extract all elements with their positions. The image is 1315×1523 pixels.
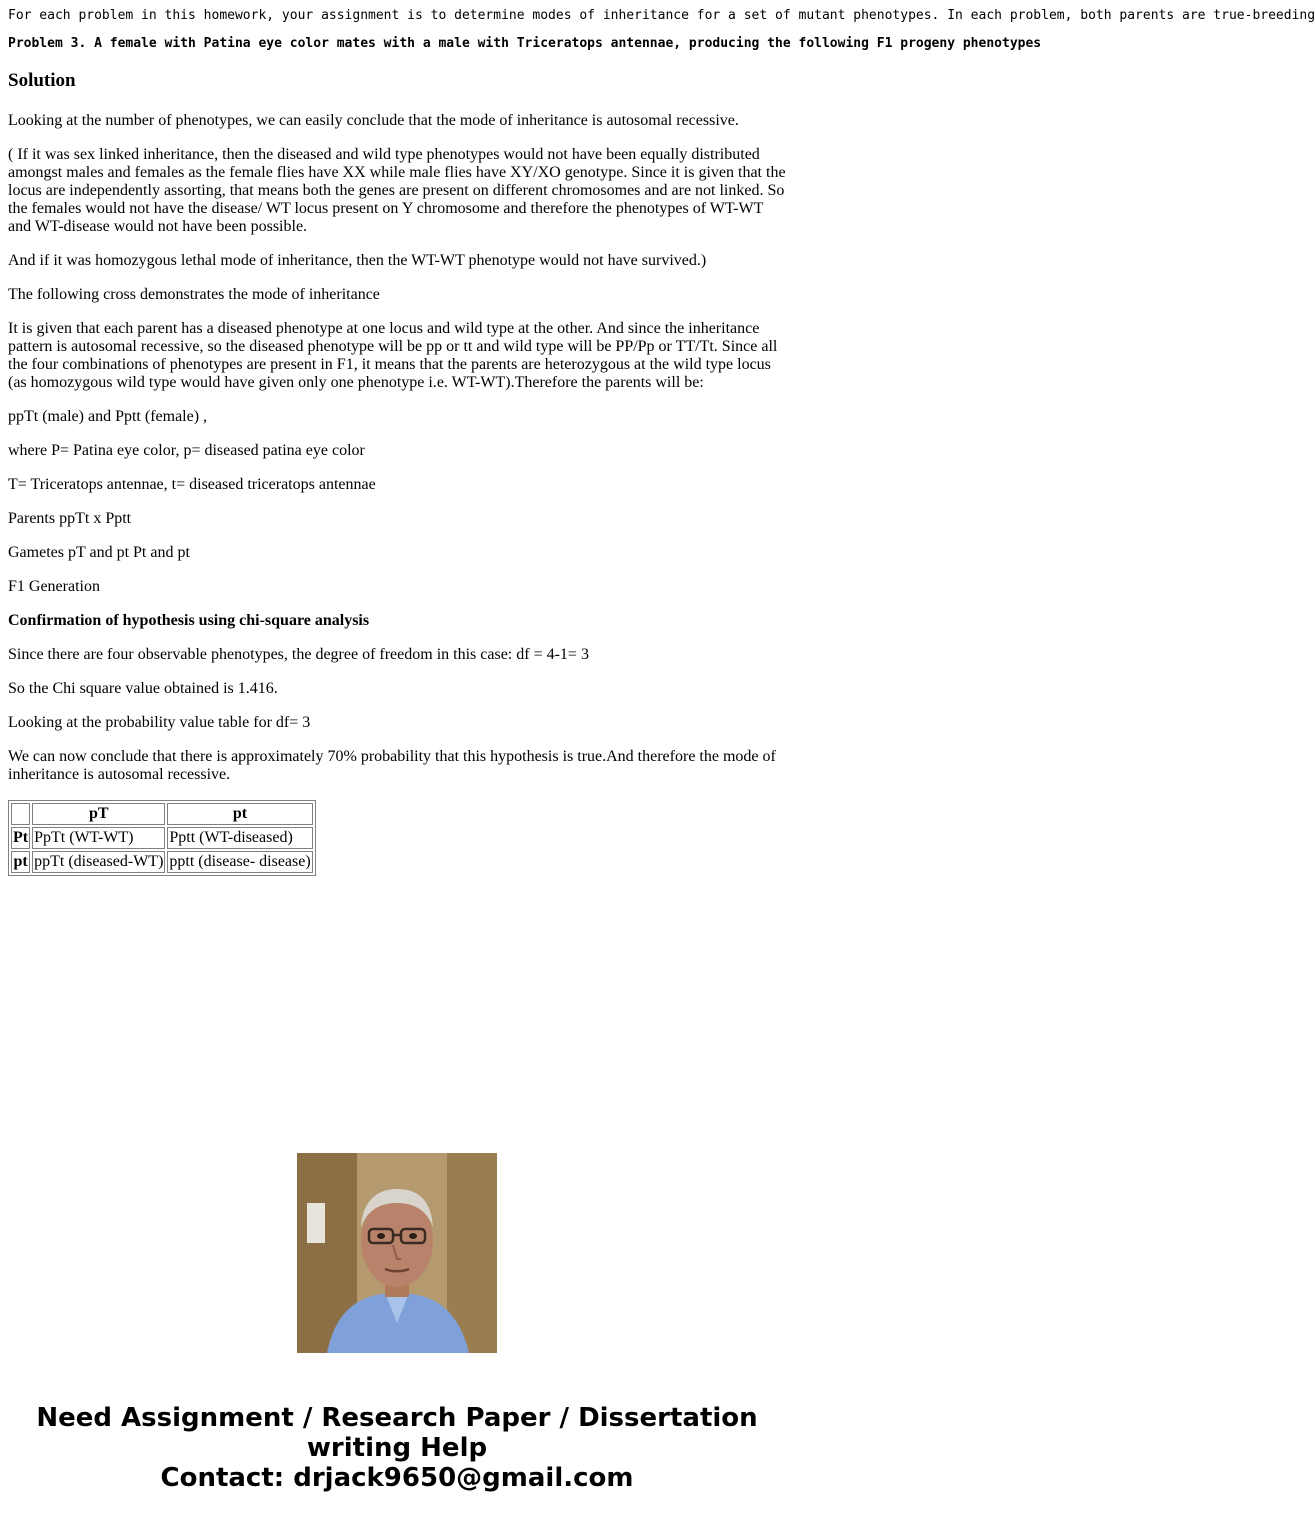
- paragraph-parents-reasoning: It is given that each parent has a diseased phenotype at one locus and wild type at the other. And since the inheritance pattern is autosomal recessive, so the diseased phenotype will be pp or tt and wild type will be PP/Pp or TT/Tt. Since all the four combinations of phenotypes are present in F1, it means that the parents are heterozygous at the wild type locus (as homozygous wild type would have given only one phenotype i.e. WT-WT).Therefore the parents will be:: [8, 320, 778, 391]
- table-row: [11, 827, 313, 849]
- paragraph-final-conclusion: We can now conclude that there is approximately 70% probability that this hypothesis is true.And therefore the mode of inheritance is autosomal recessive.: [8, 748, 776, 783]
- table-cell: pptt (disease- disease): [167, 851, 312, 873]
- paragraph-cross-intro: The following cross demonstrates the mode of inheritance: [8, 286, 380, 303]
- intro-text: For each problem in this homework, your assignment is to determine modes of inheritance for a set of mutant phenotypes. In each problem, both parents are true-breeding: [8, 8, 1315, 23]
- paragraph-degrees-freedom: Since there are four observable phenotypes, the degree of freedom in this case: df = 4-1= 3: [8, 646, 589, 663]
- footer-banner: [0, 1403, 794, 1493]
- paragraph-lethal: And if it was homozygous lethal mode of inheritance, then the WT-WT phenotype would not have survived.): [8, 252, 707, 269]
- chi-square-heading-text: Confirmation of hypothesis using chi-square analysis: [8, 612, 370, 629]
- paragraph-gametes: Gametes pT and pt Pt and pt: [8, 544, 190, 561]
- paragraph-probability-table: Looking at the probability value table for df= 3: [8, 714, 311, 731]
- author-portrait-image: [297, 1153, 497, 1353]
- paragraph-sex-linked: ( If it was sex linked inheritance, then the diseased and wild type phenotypes would not have been equally distributed amongst males and females as the female flies have XX while male flies have XY/XO genotype. Since it is given that the locus are independently assorting, that means both the genes are present on different chromosomes and are not linked. So the females would not have the disease/ WT locus present on Y chromosome and therefore the phenotypes of WT-WT and WT-disease would not have been possible.: [8, 146, 786, 235]
- footer-line-1: Need Assignment / Research Paper / Dissertation: [36, 1403, 758, 1433]
- paragraph-f1: F1 Generation: [8, 578, 100, 595]
- author-avatar: [297, 1153, 497, 1353]
- column-header-pt: pt: [167, 803, 312, 825]
- table-row: [11, 851, 313, 873]
- table-corner-cell: [11, 803, 30, 825]
- solution-heading: Solution: [8, 70, 76, 91]
- paragraph-parent-genotypes: ppTt (male) and Pptt (female) ,: [8, 408, 208, 425]
- solution-section: [8, 67, 786, 876]
- table-cell: ppTt (diseased-WT): [32, 851, 165, 873]
- footer-line-2: writing Help: [306, 1433, 488, 1463]
- row-header-pt: pt: [11, 851, 30, 873]
- punnett-square-table: [8, 800, 316, 876]
- table-header-row: [11, 803, 313, 825]
- paragraph-parents-cross: Parents ppTt x Pptt: [8, 510, 132, 527]
- column-header-pT: pT: [32, 803, 165, 825]
- row-header-Pt: Pt: [11, 827, 30, 849]
- paragraph-conclusion: Looking at the number of phenotypes, we can easily conclude that the mode of inheritance is autosomal recessive.: [8, 112, 739, 129]
- chi-square-heading: [8, 612, 786, 630]
- paragraph-chi-value: So the Chi square value obtained is 1.416.: [8, 680, 278, 697]
- paragraph-t-legend: T= Triceratops antennae, t= diseased triceratops antennae: [8, 476, 376, 493]
- table-cell: Pptt (WT-diseased): [167, 827, 312, 849]
- problem-statement: Problem 3. A female with Patina eye color mates with a male with Triceratops antennae, producing the following F1 progeny phenotypes: [8, 36, 1042, 51]
- table-cell: PpTt (WT-WT): [32, 827, 165, 849]
- footer-contact: Contact: drjack9650@gmail.com: [160, 1463, 634, 1493]
- paragraph-p-legend: where P= Patina eye color, p= diseased patina eye color: [8, 442, 365, 459]
